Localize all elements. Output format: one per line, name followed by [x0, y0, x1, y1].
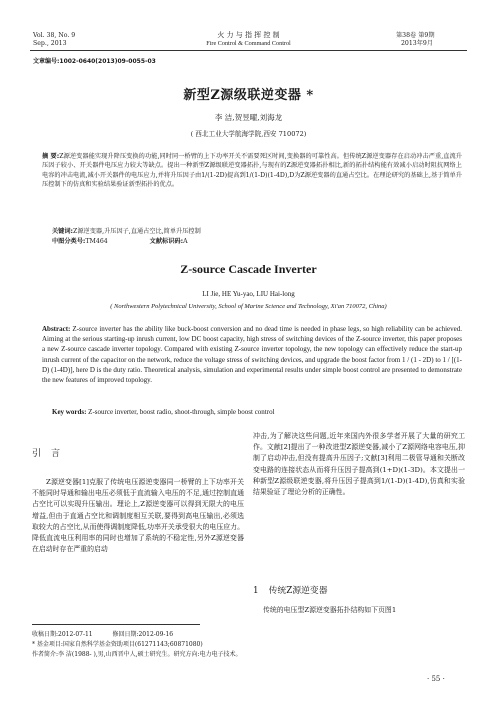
- cn-keywords: [52, 226, 201, 235]
- page-number: · 55 ·: [427, 675, 445, 683]
- section-1-text: 传统的电压型Z源逆变器拓扑结构如下页图1: [263, 606, 397, 614]
- intro-paragraph-left: Z源逆变器[1]克服了传统电压源逆变器同一桥臂的上下功率开关不能同时导通和输出电压必须低于直流输入电压的不足,通过控制直通占空比可以实现升压输出。理论上,Z源逆变器可以得到无限大的电压增益,但由于直通占空比和调制度相互关联,要得到高电压输出,必须选取较大的占空比,从而使得调制度降低,功率开关承受很大的电压应力。降低直流电压利用率的同时也增加了系统的不稳定性,另外Z源逆变器在启动时存在严重的启动: [32, 478, 244, 554]
- intro-paragraph-right: 冲击,为了解决这些问题,近年来国内外很多学者开展了大量的研究工作。文献[2]提出了一种改进型Z源逆变器,减小了Z源网络电容电压,抑制了启动冲击,但没有提高升压因子;文献[3]利用二极管导通和关断改变电路的连接状态从而将升压因子提高到(1+D)(1-3D)。本文提出一种新型Z源级联逆变器,将升压因子提高到1/(1-D)(1-4D),仿真和实验结果验证了理论分析的正确性。: [253, 432, 465, 497]
- document-id: 文章编号:1002-0640(2013)09-0055-03: [33, 58, 156, 65]
- header-date: Sep., 2013: [33, 40, 67, 47]
- header-vol: Vol. 38, No. 9: [33, 32, 76, 39]
- en-keywords-label: Key words:: [52, 408, 87, 416]
- revised-date: 修回日期:2012-09-16: [112, 631, 174, 638]
- received-date: 收稿日期:2012-07-11: [32, 631, 93, 638]
- doccode-label: 文献标识码:: [149, 238, 184, 245]
- cn-keywords-text: Z源逆变器,升压因子,直通占空比,简单升压控制: [73, 228, 201, 235]
- clc-label: 中图分类号:: [52, 238, 86, 245]
- en-abstract: [42, 324, 462, 385]
- en-abstract-label: Abstract:: [42, 325, 71, 333]
- en-title: Z-source Cascade Inverter: [180, 262, 317, 276]
- section-1-heading: [253, 583, 328, 596]
- cn-abstract-text: Z源逆变器能实现升降压变换的功能,同时同一桥臂的上下功率开关不需要死区时间,变换器的可靠性高。但传统Z源逆变器存在启动冲击严重,直流升压因子较小、开关器件电压应力较大等缺点。提出一种新型Z源级联逆变器拓扑,与现有的Z源逆变器拓扑相比,新的拓扑结构能有效减小启动时阻抗网络上电容的冲击电流,减小开关器件的电压应力,并将升压因子由1/(1-2D)提高到1/(1-D)(1-4D),D为Z源逆变器的直通占空比。在理论研究的基础上,基于简单升压控制下的仿真和实验结果验证新型拓扑的优点。: [42, 153, 462, 189]
- clc-value: TM464: [85, 238, 108, 245]
- en-keywords: [52, 408, 275, 416]
- header-date-cn: 2013年9月: [401, 40, 434, 47]
- en-abstract-text: Z-source inverter has the ability like buck-boost conversion and no dead time is needed in phase legs, so high reliability can be achieved. Aiming at the serious starting-up inrush current, low DC boost capacity, high stress of switching devices of the Z-source inverter, this paper proposes a new Z-source cascade inverter topology. Compared with existing Z-source inverter topology, the new topology can effectively reduce the start-up inrush current of the capacitor on the network, reduce the voltage stress of switching devices, and upgrade the boost factor from 1 / (1 - 2D) to 1 / [(1-D) (1-4D)], here D is the duty ratio. Theoretical analysis, simulation and experimental results under simple boost control are presented to demonstrate the new features of improved topology.: [42, 325, 463, 385]
- cn-classification: [52, 236, 188, 245]
- cn-keywords-label: 关键词:: [52, 228, 74, 235]
- footnote-author: 作者简介:李 洁(1988- ),男,山西晋中人,硕士研究生。研究方向:电力电子技术。: [32, 651, 242, 658]
- header-journal-cn: 火 力 与 指 挥 控 制: [217, 31, 280, 39]
- en-authors: LI Jie, HE Yu-yao, LIU Hai-long: [202, 290, 295, 298]
- doccode-value: A: [183, 238, 188, 245]
- cn-title: 新型Z源级联逆变器 *: [183, 88, 314, 103]
- cn-authors: 李 洁,贺昱曜,刘海龙: [214, 113, 283, 122]
- cn-abstract-label: 摘 要:: [42, 153, 60, 160]
- cn-abstract: [42, 152, 462, 190]
- intro-heading: 引言: [32, 449, 71, 459]
- en-affiliation: ( Northwestern Polytechnical University, School of Marine Science and Technology, Xi'an 710072, China): [110, 303, 387, 310]
- en-keywords-text: Z-source inverter, boost radio, shoot-through, simple boost control: [88, 408, 275, 416]
- cn-affiliation: ( 西北工业大学航海学院,西安 710072): [190, 130, 307, 138]
- section-1-title: 传统Z源逆变器: [268, 586, 328, 596]
- header-vol-cn: 第38卷 第9期: [396, 32, 435, 39]
- footnote-rule: [32, 624, 200, 625]
- footnote-dates: [32, 630, 173, 640]
- header-journal-en: Fire Control & Command Control: [206, 40, 291, 47]
- header-rule: [30, 50, 467, 51]
- section-1-number: 1: [253, 586, 259, 596]
- footnote-fund: * 基金项目:国家自然科学基金资助项目(61271143;60871080): [32, 641, 203, 648]
